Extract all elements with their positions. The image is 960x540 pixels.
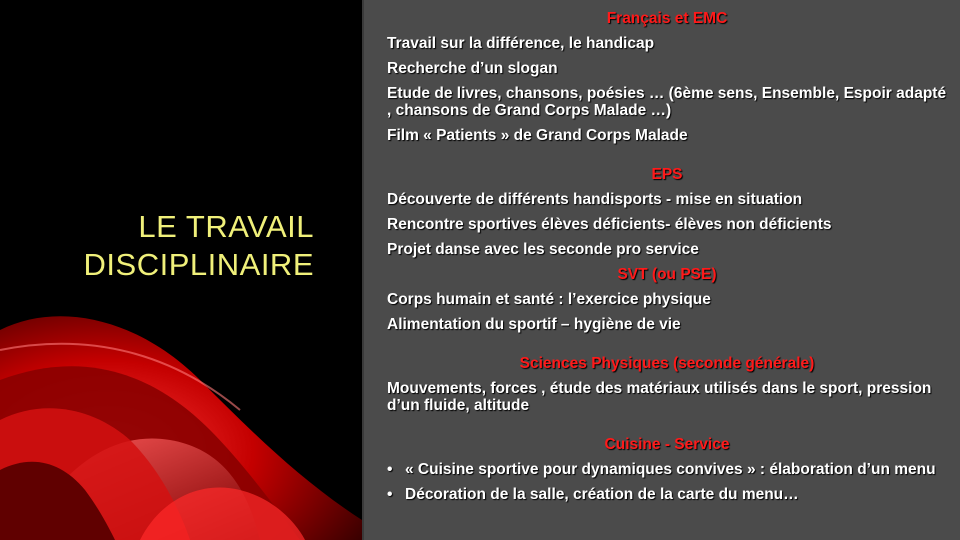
slide-title [30,208,314,284]
heading-francais: Français et EMC [606,10,728,27]
bullet-icon: • [387,461,393,478]
left-panel [0,0,362,540]
francais-line-4: Film « Patients » de Grand Corps Malade [387,127,688,144]
cuisine-item-2-text: Décoration de la salle, création de la carte du menu… [405,486,799,503]
heading-svt: SVT (ou PSE) [617,266,717,283]
right-panel [364,0,960,540]
svt-line-2: Alimentation du sportif – hygiène de vie [387,316,681,333]
francais-line-2: Recherche d’un slogan [387,60,558,77]
content-column [387,10,947,503]
title-line-2: DISCIPLINAIRE [83,247,314,282]
bullet-icon: • [387,486,393,503]
sciences-line-1: Mouvements, forces , étude des matériaux utilisés dans le sport, pression d’un fluide, altitude [387,380,932,414]
heading-sciences: Sciences Physiques (seconde générale) [519,355,815,372]
svt-line-1: Corps humain et santé : l’exercice physique [387,291,711,308]
heading-eps: EPS [651,166,683,183]
francais-line-3: Etude de livres, chansons, poésies … (6ème sens, Ensemble, Espoir adapté , chansons de Grand Corps Malade …) [387,85,947,119]
heading-cuisine: Cuisine - Service [604,436,730,453]
francais-line-1: Travail sur la différence, le handicap [387,35,655,52]
title-line-1: LE TRAVAIL [138,209,314,244]
cuisine-item-2 [387,486,947,503]
cuisine-item-1-text: « Cuisine sportive pour dynamiques convives » : élaboration d’un menu [405,461,936,478]
eps-line-3: Projet danse avec les seconde pro service [387,241,699,258]
eps-line-1: Découverte de différents handisports - mise en situation [387,191,803,208]
eps-line-2: Rencontre sportives élèves déficients- élèves non déficients [387,216,832,233]
cuisine-item-1 [387,461,947,478]
